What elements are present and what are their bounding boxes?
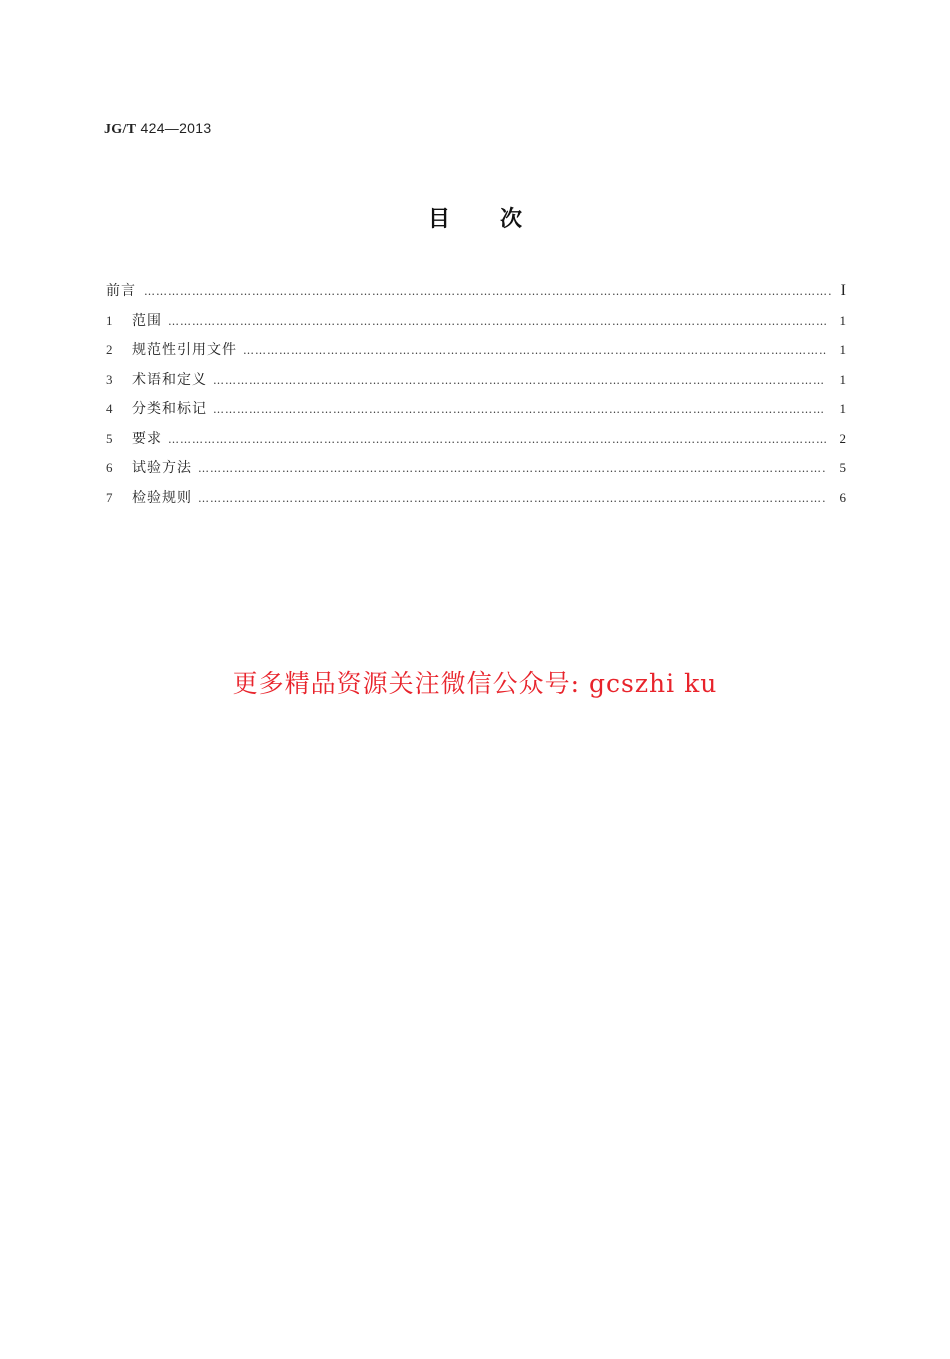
toc-page-number: 5 (839, 460, 846, 475)
toc-section-number: 4 (106, 401, 113, 416)
toc-section-number: 7 (106, 489, 113, 505)
toc-entry-normative-references[interactable] (106, 339, 846, 369)
table-of-contents (106, 280, 846, 516)
toc-page-number: 1 (839, 371, 846, 387)
standard-code (104, 120, 211, 138)
toc-label: 范围 (132, 312, 162, 329)
toc-label: 规范性引用文件 (132, 342, 237, 358)
toc-label: 前言 (106, 283, 136, 299)
standard-number: 424—2013 (140, 120, 212, 136)
toc-page-number: I (840, 282, 846, 299)
toc-label: 分类和标记 (132, 401, 207, 417)
toc-page-number: 2 (839, 430, 846, 446)
dot-leader (168, 433, 826, 446)
page-title: 目次 (427, 207, 572, 232)
toc-entry-scope[interactable] (106, 310, 846, 340)
toc-entry-classification[interactable] (106, 398, 846, 428)
toc-entry-inspection-rules[interactable] (106, 487, 846, 517)
toc-entry-test-methods[interactable] (106, 457, 846, 487)
toc-label: 检验规则 (132, 489, 192, 506)
toc-entry-preface[interactable] (106, 280, 846, 310)
toc-page-number: 1 (839, 401, 846, 416)
toc-section-number: 6 (106, 460, 113, 475)
toc-entry-terms[interactable] (106, 369, 846, 399)
toc-page-number: 6 (839, 489, 846, 505)
dot-leader (213, 403, 826, 416)
toc-label: 要求 (132, 430, 162, 447)
toc-page-number: 1 (839, 342, 846, 357)
dot-leader (213, 374, 826, 387)
toc-section-number: 2 (106, 342, 113, 357)
dot-leader (144, 285, 832, 298)
standard-prefix: JG/T (104, 122, 137, 137)
toc-label: 试验方法 (132, 460, 192, 476)
toc-section-number: 3 (106, 371, 113, 387)
toc-section-number: 5 (106, 430, 113, 446)
dot-leader (198, 492, 826, 505)
toc-label: 术语和定义 (132, 371, 207, 388)
dot-leader (168, 315, 826, 328)
toc-entry-requirements[interactable] (106, 428, 846, 458)
dot-leader (198, 462, 826, 475)
toc-section-number: 1 (106, 312, 113, 328)
toc-page-number: 1 (839, 312, 846, 328)
dot-leader (243, 344, 826, 357)
promo-watermark-text: 更多精品资源关注微信公众号: gcszhi ku (232, 669, 718, 698)
